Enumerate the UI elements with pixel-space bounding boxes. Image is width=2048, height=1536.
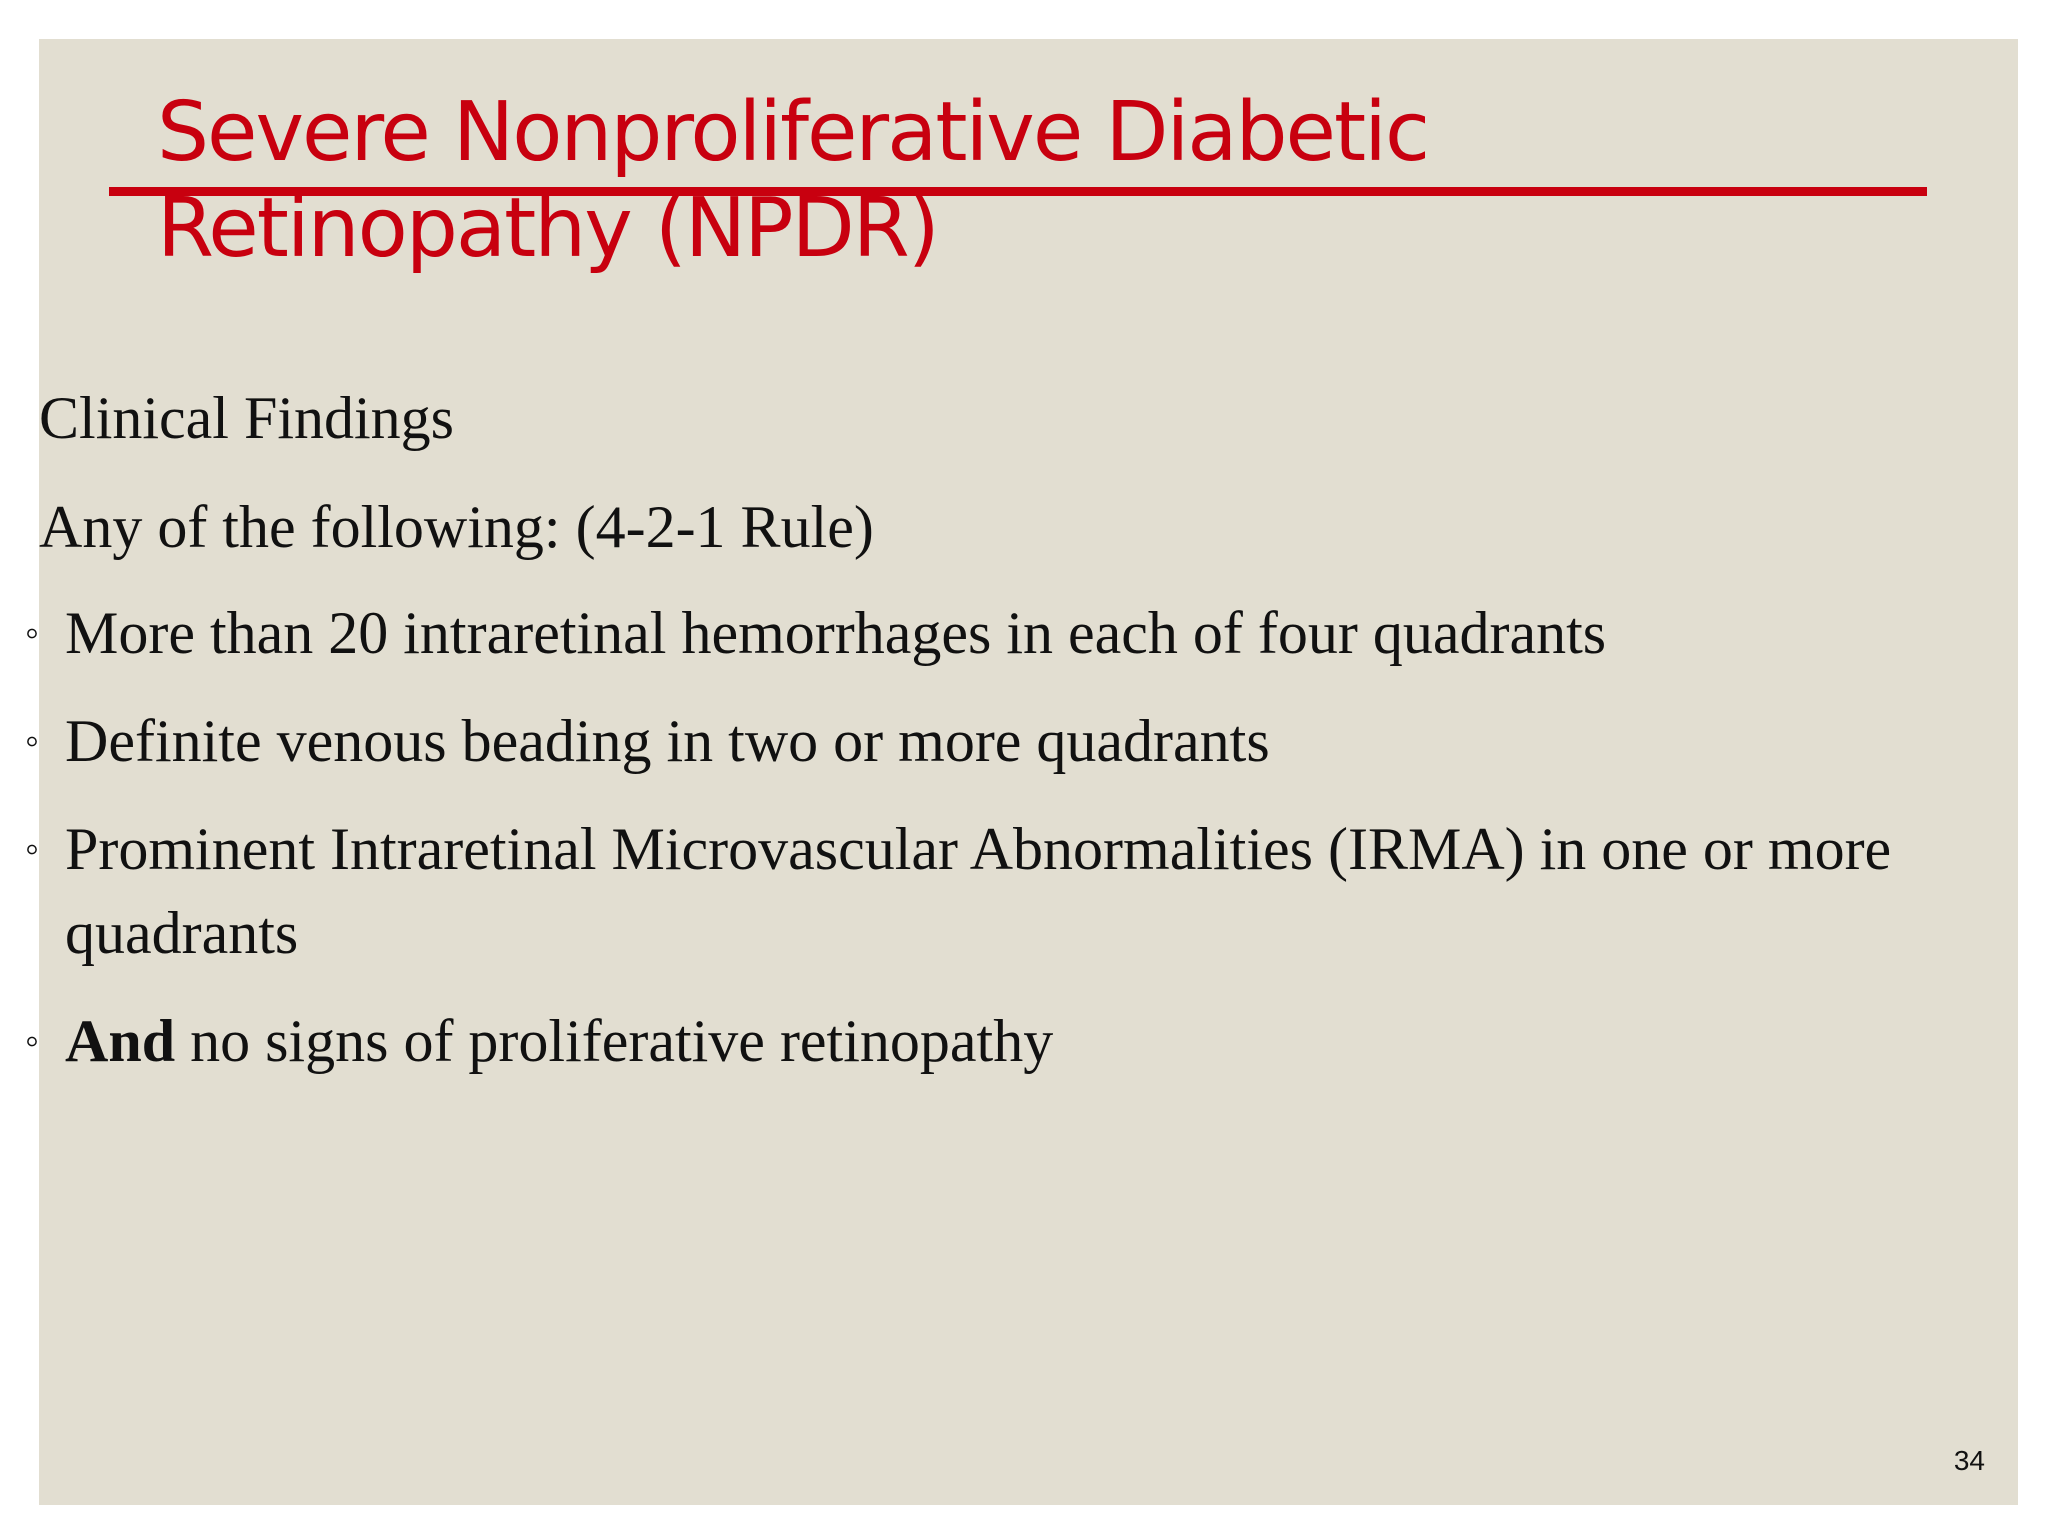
clinical-findings-heading: Clinical Findings xyxy=(39,385,455,451)
bullet-icon: ◦ xyxy=(25,826,40,871)
slide xyxy=(25,39,2018,1505)
bullet-text-plain: Prominent Intraretinal Microvascular Abnormalities (IRMA) in one or more quadrants xyxy=(65,816,1892,966)
bullet-item xyxy=(23,591,1923,675)
bullet-item xyxy=(23,807,1923,975)
bullet-item xyxy=(23,999,1923,1083)
bullet-item xyxy=(23,699,1923,783)
bullet-icon: ◦ xyxy=(25,718,40,763)
bullet-text xyxy=(65,591,1923,675)
bullet-text-plain: Definite venous beading in two or more quadrants xyxy=(65,708,1270,774)
bullet-icon: ◦ xyxy=(25,610,40,655)
slide-title: Severe Nonproliferative Diabetic Retinopathy (NPDR) xyxy=(157,85,1429,276)
intro-line: Any of the following: (4-2-1 Rule) xyxy=(39,494,874,560)
bullet-text xyxy=(65,999,1923,1083)
bullet-text xyxy=(65,807,1895,975)
bullet-bold: And xyxy=(65,1008,176,1074)
bullet-text-plain: More than 20 intraretinal hemorrhages in each of four quadrants xyxy=(65,600,1607,666)
page-number: 34 xyxy=(1953,1445,1985,1476)
bullet-text-plain: no signs of proliferative retinopathy xyxy=(175,1008,1054,1074)
bullet-icon: ◦ xyxy=(25,1018,40,1063)
bullet-text xyxy=(65,699,1923,783)
